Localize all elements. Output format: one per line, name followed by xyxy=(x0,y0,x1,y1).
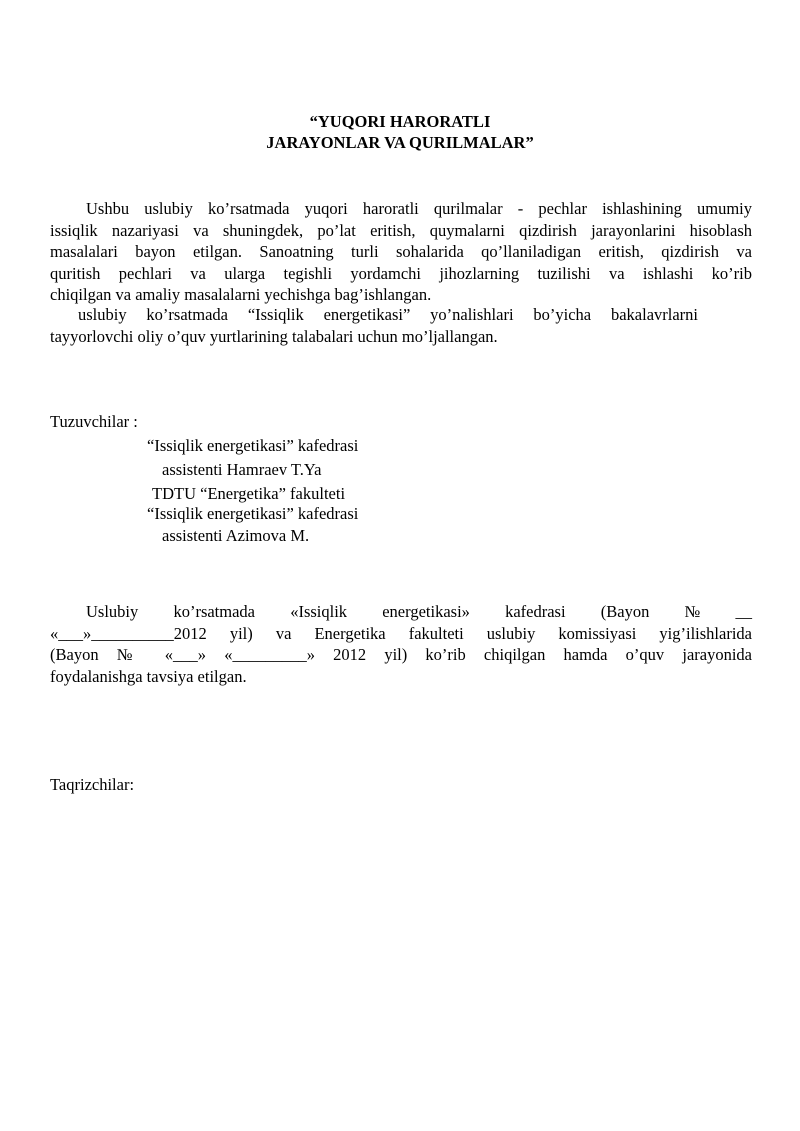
compiler-line: assistenti Hamraev T.Ya xyxy=(162,460,322,479)
approval-word: kafedrasi xyxy=(505,602,566,621)
approval-line: «___»__________2012 yil) va Energetika fakulteti uslubiy komissiyasi yig’ilishlarida xyxy=(50,623,752,643)
abstract-line: Ushbu uslubiy ko’rsatmada yuqori haroratli qurilmalar - pechlar ishlashining umumiy xyxy=(86,199,752,218)
approval-paragraph xyxy=(50,601,752,687)
approval-line: (Bayon № «___» «_________» 2012 yil) ko’rib chiqilgan hamda o’quv jarayonida xyxy=(50,645,752,664)
abstract-line: quritish pechlari va ularga tegishli yordamchi jihozlarning tuzilishi va ishlashi ko’rib xyxy=(50,263,752,283)
purpose-line: tayyorlovchi oliy o’quv yurtlarining talabalari uchun mo’ljallangan. xyxy=(50,326,498,346)
compiler-line: “Issiqlik energetikasi” kafedrasi xyxy=(147,436,359,455)
compiler-line: “Issiqlik energetikasi” kafedrasi xyxy=(147,504,359,523)
approval-word: «Issiqlik xyxy=(290,602,348,621)
compiler-line: TDTU “Energetika” fakulteti xyxy=(152,484,346,503)
abstract-line: issiqlik nazariyasi va shuningdek, po’lat eritish, quymalarni qizdirish jarayonlarini hisoblash xyxy=(50,220,752,240)
approval-word: (Bayon xyxy=(600,602,650,621)
approval-word: Uslubiy xyxy=(86,602,139,621)
document-title-line-1: “YUQORI HARORATLI xyxy=(309,112,491,131)
approval-word: № xyxy=(684,602,701,621)
abstract-paragraph xyxy=(50,198,752,306)
document-title-line-2: JARAYONLAR VA QURILMALAR” xyxy=(266,133,534,152)
purpose-line: uslubiy ko’rsatmada “Issiqlik energetikasi” yo’nalishlari bo’yicha bakalavrlarni xyxy=(78,305,698,324)
approval-word: ko’rsatmada xyxy=(173,602,256,621)
approval-word: __ xyxy=(735,602,752,621)
compiler-line: assistenti Azimova M. xyxy=(162,526,310,545)
abstract-line: chiqilgan va amaliy masalalarni yechishga bag’ishlangan. xyxy=(50,285,432,304)
approval-line xyxy=(50,601,752,623)
purpose-paragraph xyxy=(50,304,752,347)
approval-word: energetikasi» xyxy=(382,602,470,621)
reviewers-label: Taqrizchilar: xyxy=(50,775,135,794)
abstract-line: masalalari bayon etilgan. Sanoatning turli sohalarida qo’llaniladigan eritish, qizdirish va xyxy=(50,242,752,261)
approval-line: foydalanishga tavsiya etilgan. xyxy=(50,666,247,686)
compilers-label: Tuzuvchilar : xyxy=(50,412,138,431)
